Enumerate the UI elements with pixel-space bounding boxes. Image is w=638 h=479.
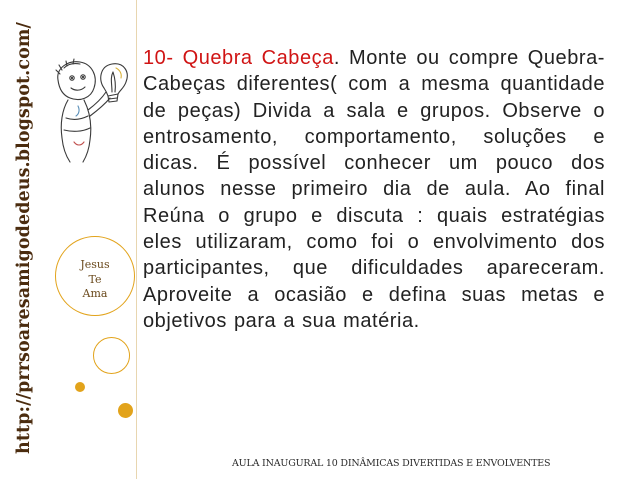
circle-caption-line: Ama <box>82 287 108 300</box>
vertical-divider <box>136 0 137 479</box>
decorative-dot-small <box>75 382 85 392</box>
side-url-banner <box>4 4 44 472</box>
circle-caption-line: Jesus <box>80 258 110 271</box>
slide-footer: AULA INAUGURAL 10 DINÂMICAS DIVERTIDAS E ENVOLVENTES <box>232 458 551 469</box>
sketch-person-thinking-icon <box>50 58 132 164</box>
circle-caption-line: Te <box>88 272 102 286</box>
circle-caption <box>55 258 135 302</box>
slide-body-text <box>143 45 605 334</box>
decorative-circle-medium <box>93 337 130 374</box>
blog-url-text: http://prrsoaresamigodedeus.blogspot.com/ <box>14 21 35 455</box>
item-description: . Monte ou compre Quebra-Cabeças diferentes( com a mesma quantidade de peças) Divida a sala e grupos. Observe o entrosamento, comportamento, soluções e dicas. É possível conhecer um pouco dos alunos nesse primeiro dia de aula. Ao final Reúna o grupo e discuta : quais estratégias eles utilizaram, como foi o envolvimento dos participantes, que dificuldades apareceram. Aproveite a ocasião e defina suas metas e objetivos para a sua matéria. <box>143 47 605 332</box>
item-heading: 10- Quebra Cabeça <box>143 47 334 69</box>
decorative-dot <box>118 403 133 418</box>
